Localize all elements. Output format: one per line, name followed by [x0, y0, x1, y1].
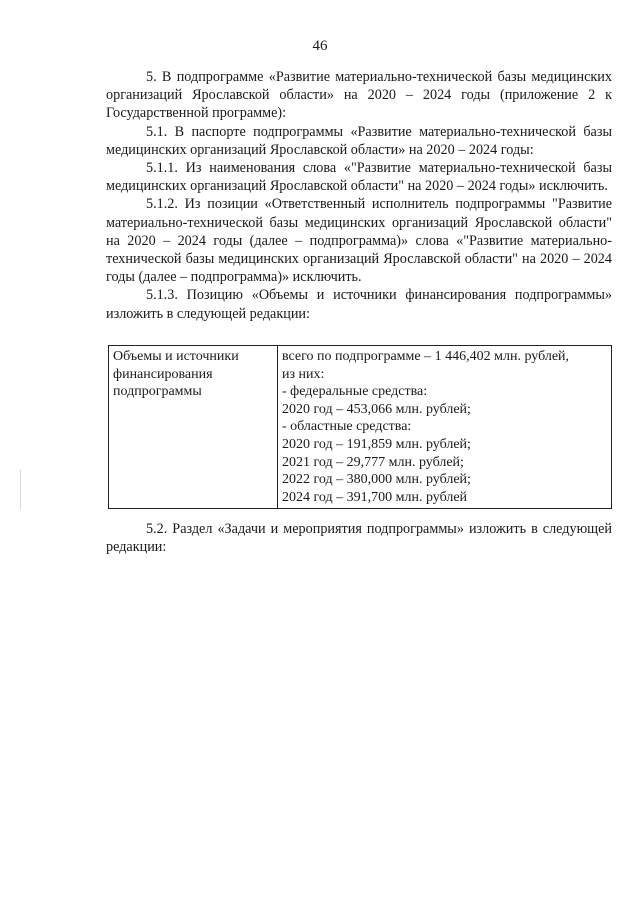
funding-line-regional-2022: 2022 год – 380,000 млн. рублей; [282, 472, 471, 488]
scan-edge-mark [20, 470, 21, 510]
funding-line-federal-2020: 2020 год – 453,066 млн. рублей; [282, 401, 471, 417]
paragraph-5-1: 5.1. В паспорте подпрограммы «Развитие материально-технической базы медицинских организаций Ярославской области» на 2020 – 2024 годы: [106, 123, 612, 158]
page-number: 46 [312, 38, 328, 54]
closing-text [106, 520, 612, 556]
funding-line-regional-2021: 2021 год – 29,777 млн. рублей; [282, 454, 464, 470]
funding-line-of-them: из них: [282, 366, 325, 382]
paragraph-5-1-1: 5.1.1. Из наименования слова «"Развитие материально-технической базы медицинских организаций Ярославской области" на 2020 – 2024 годы» исключить. [106, 160, 612, 195]
funding-line-total: всего по подпрограмме – 1 446,402 млн. рублей, [282, 349, 570, 364]
funding-line-federal-heading: - федеральные средства: [282, 384, 428, 400]
paragraph-5-1-3: 5.1.3. Позицию «Объемы и источники финансирования подпрограммы» изложить в следующей редакции: [106, 287, 612, 322]
paragraph-5: 5. В подпрограмме «Развитие материально-технической базы медицинских организаций Ярославской области» на 2020 – 2024 годы (приложение 2 к Государственной программе): [106, 69, 612, 122]
paragraph-5-2: 5.2. Раздел «Задачи и мероприятия подпрограммы» изложить в следующей редакции: [106, 521, 612, 556]
funding-line-regional-heading: - областные средства: [282, 419, 412, 435]
paragraph-5-1-2: 5.1.2. Из позиции «Ответственный исполнитель подпрограммы "Развитие материально-технической базы медицинских организаций Ярославской области" на 2020 – 2024 годы (далее – подпрограмма)» слова «"Развитие материально-технической базы медицинских организаций Ярославской области" на 2020 – 2024 годы (далее – подпрограмма)» исключить. [106, 196, 612, 286]
funding-label-cell: Объемы и источники финансирования подпрограммы [109, 346, 278, 509]
amendment-text [106, 68, 612, 323]
table-row [109, 346, 612, 509]
funding-line-regional-2020: 2020 год – 191,859 млн. рублей; [282, 436, 471, 452]
funding-values-cell [278, 346, 612, 509]
funding-line-regional-2024: 2024 год – 391,700 млн. рублей [282, 489, 468, 505]
funding-table [108, 345, 612, 509]
